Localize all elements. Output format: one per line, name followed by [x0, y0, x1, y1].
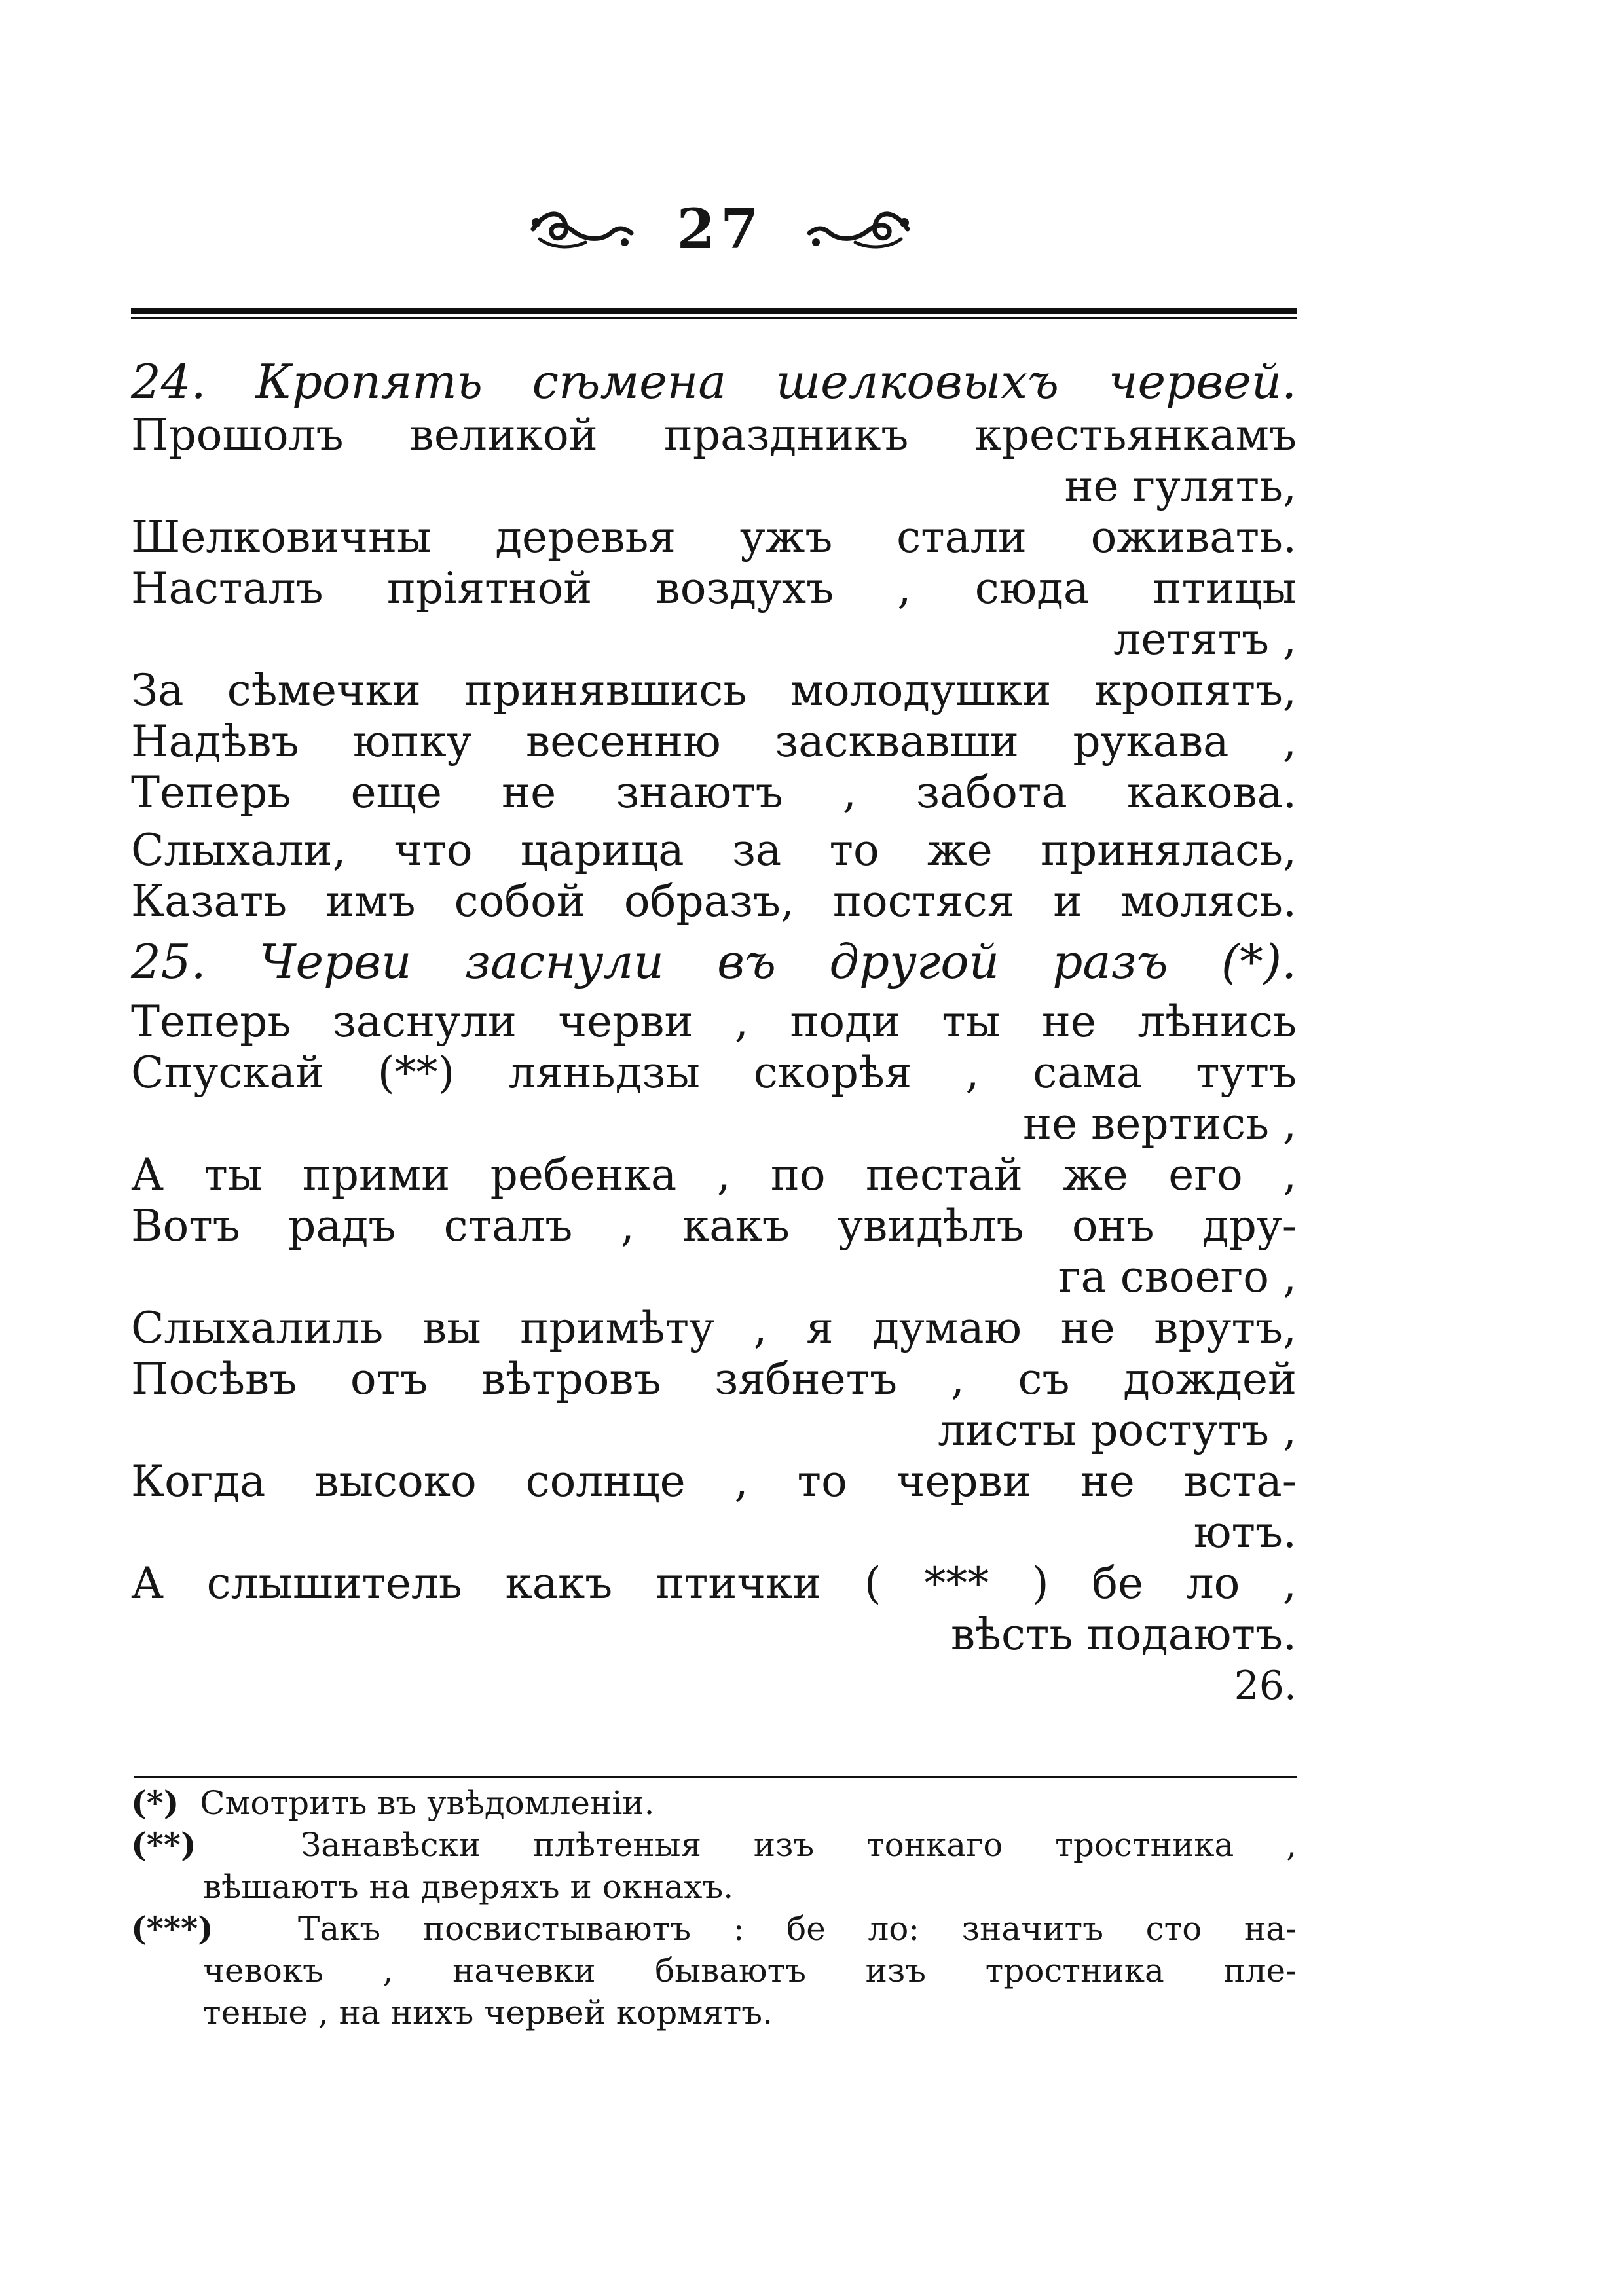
footnote-line — [131, 1782, 1297, 1824]
verse-line: Вотъ радъ сталъ , какъ увидѣлъ онъ дру- — [131, 1201, 1297, 1251]
verse-line: Слыхалиль вы примѣту , я думаю не врутъ, — [131, 1303, 1297, 1353]
footnote-line: теные , на нихъ червей кормятъ. — [203, 1994, 773, 2032]
verse-line-continuation: вѣсть подаютъ. — [951, 1609, 1297, 1660]
verse-line: Насталъ прiятной воздухъ , сюда птицы — [131, 563, 1297, 613]
verse-line-continuation: листы ростутъ , — [938, 1405, 1297, 1455]
verse-line: Посѣвъ отъ вѣтровъ зябнетъ , съ дождей — [131, 1354, 1297, 1404]
footnote-text: Такъ посвистываютъ : бе ло: значитъ сто на- — [297, 1910, 1297, 1948]
verse-line: Прошолъ великой праздникъ крестьянкамъ — [131, 410, 1297, 460]
verse-line: За сѣмечки принявшись молодушки кропятъ, — [131, 665, 1297, 716]
page-number: 27 — [676, 196, 764, 261]
left-ornament-icon — [526, 203, 638, 255]
verse-line: Шелковичны деревья ужъ стали оживать. — [131, 512, 1297, 562]
section-heading: 25. Черви заснули въ другой разъ (*). — [131, 934, 1297, 989]
verse-line-continuation: га своего , — [1058, 1252, 1297, 1302]
footnote-line — [131, 1908, 1297, 1950]
poem-body — [131, 354, 1297, 1711]
page-header — [537, 187, 904, 272]
footnote-mark: (*) — [131, 1783, 179, 1822]
section-heading: 24. Кропять сѣмена шелковыхъ червей. — [131, 354, 1297, 409]
verse-line: Когда высоко солнце , то черви не вста- — [131, 1456, 1297, 1506]
verse-line-continuation: ютъ. — [1194, 1507, 1297, 1558]
verse-line: Теперь заснули черви , поди ты не лѣнись — [131, 996, 1297, 1047]
footnote-mark: (***) — [131, 1909, 213, 1948]
verse-line-continuation: не гулять, — [1064, 461, 1297, 511]
verse-line: Надѣвъ юпку весенню засквавши рукава , — [131, 716, 1297, 767]
footnote-line: чевокъ , начевки бываютъ изъ тростника пле- — [203, 1952, 1297, 1990]
verse-line: Спускай (**) ляньдзы скорѣя , сама тутъ — [131, 1048, 1297, 1098]
footnotes — [131, 1782, 1297, 2033]
footnote-mark: (**) — [131, 1825, 196, 1864]
verse-line: Казать имъ собой образъ, постяся и молясь. — [131, 876, 1297, 926]
header-rule — [131, 308, 1297, 319]
footnote-line — [131, 1824, 1297, 1866]
catchword: 26. — [1234, 1663, 1297, 1709]
footnote-rule — [134, 1776, 1297, 1778]
footnote-text: Занавѣски плѣтеныя изъ тонкаго тростника , — [301, 1826, 1297, 1864]
verse-line: А ты прими ребенка , по пестай же его , — [131, 1150, 1297, 1200]
verse-line: А слышитель какъ птички ( *** ) бе ло , — [131, 1558, 1297, 1609]
footnote-line: вѣшаютъ на дверяхъ и окнахъ. — [203, 1868, 734, 1906]
verse-line-continuation: летятъ , — [1113, 614, 1297, 665]
verse-line: Теперь еще не знаютъ , забота какова. — [131, 767, 1297, 818]
verse-line: Слыхали, что царица за то же принялась, — [131, 825, 1297, 875]
footnote-text: Смотрить въ увѣдомленiи. — [200, 1784, 655, 1822]
verse-line-continuation: не вертись , — [1023, 1099, 1297, 1149]
right-ornament-icon — [803, 203, 914, 255]
